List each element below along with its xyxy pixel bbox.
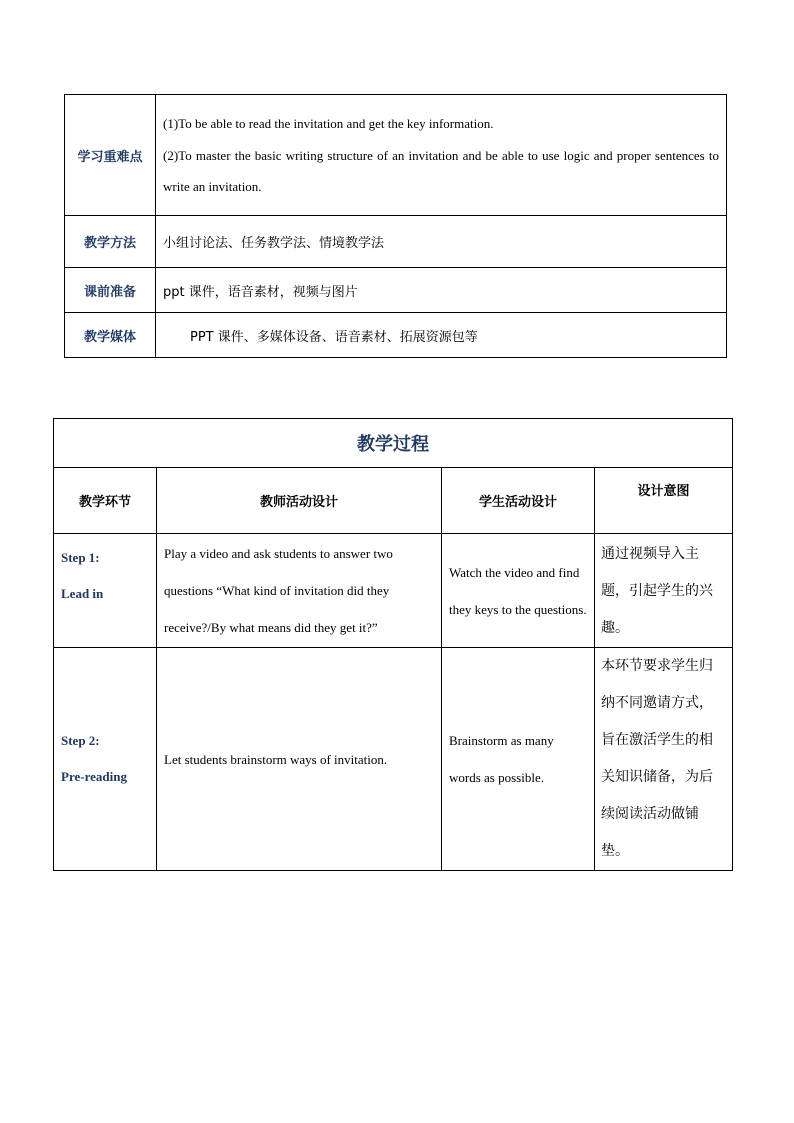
step-cell [54,648,157,871]
step-name: Lead in [61,586,104,601]
goal-line: (1)To be able to read the invitation and get the key information. [163,116,494,131]
column-header: 学生活动设计 [442,468,595,534]
header-row [54,468,733,534]
lesson-info-table [64,94,727,358]
teaching-process-table [53,418,733,871]
step-number: Step 1: [61,550,100,565]
info-row-preparation [65,268,727,313]
info-row-method [65,216,727,268]
step-name: Pre-reading [61,769,127,784]
info-row-key-points [65,95,727,216]
info-label: 学习重难点 [65,95,156,216]
info-label: 教学媒体 [65,313,156,358]
step-cell [54,534,157,648]
info-content: PPT 课件、多媒体设备、语音素材、拓展资源包等 [156,313,727,358]
column-header: 教师活动设计 [157,468,442,534]
student-activity: Brainstorm as many words as possible. [442,648,595,871]
info-content: 小组讨论法、任务教学法、情境教学法 [156,216,727,268]
info-label: 课前准备 [65,268,156,313]
table-row [54,648,733,871]
section-title: 教学过程 [54,419,733,468]
teacher-activity: Let students brainstorm ways of invitation. [157,648,442,871]
info-content: ppt 课件，语音素材，视频与图片 [156,268,727,313]
design-intent: 通过视频导入主题，引起学生的兴趣。 [595,534,733,648]
teacher-activity: Play a video and ask students to answer two questions “What kind of invitation did they receive?/By what means did they get it?” [157,534,442,648]
info-content [156,95,727,216]
info-label: 教学方法 [65,216,156,268]
design-intent: 本环节要求学生归纳不同邀请方式，旨在激活学生的相关知识储备，为后续阅读活动做铺垫。 [595,648,733,871]
info-row-media [65,313,727,358]
student-activity: Watch the video and find they keys to the questions. [442,534,595,648]
step-number: Step 2: [61,733,100,748]
table-row [54,534,733,648]
goal-line: (2)To master the basic writing structure of an invitation and be able to use logic and proper sentences to write an invitation. [163,148,719,194]
column-header: 教学环节 [54,468,157,534]
column-header: 设计意图 [595,468,733,534]
